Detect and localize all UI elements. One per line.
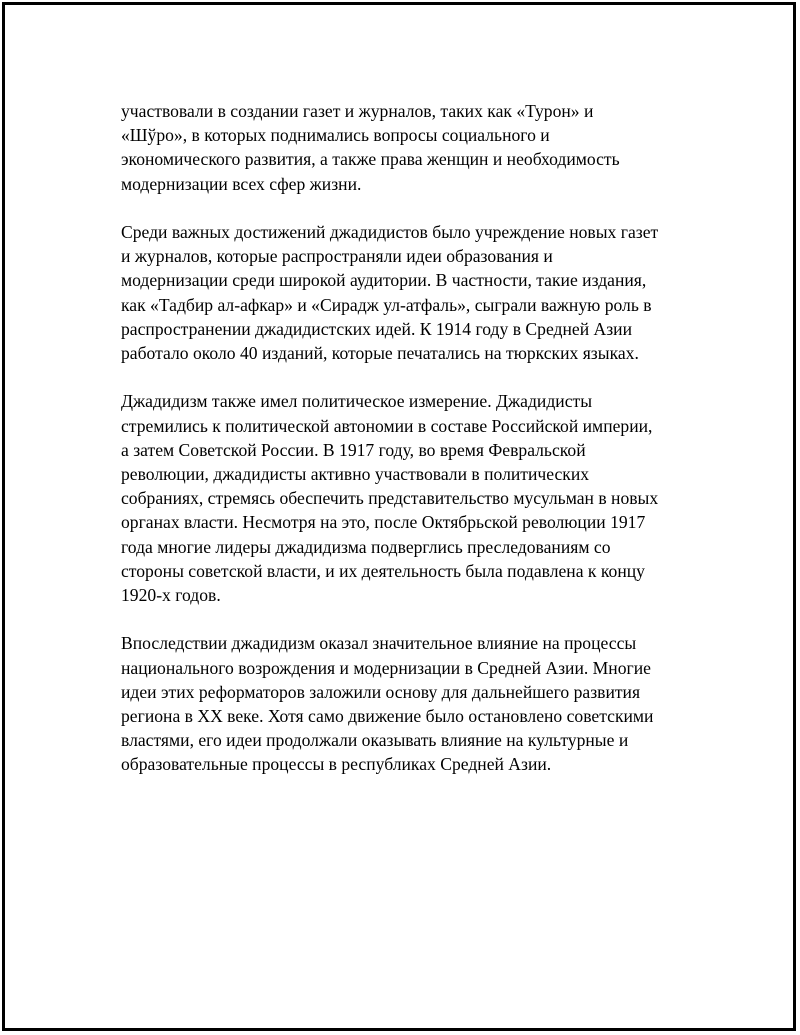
text-line: образовательные процессы в республиках Средней Азии. bbox=[121, 754, 552, 775]
text-line: собраниях, стремясь обеспечить представительство мусульман в новых bbox=[121, 488, 659, 509]
text-line: Среди важных достижений джадидистов было учреждение новых газет bbox=[121, 222, 659, 242]
paragraph bbox=[121, 220, 691, 365]
text-line: стремились к политической автономии в составе Российской империи, bbox=[121, 415, 653, 436]
text-line: революции, джадидисты активно участвовали в политических bbox=[121, 464, 590, 485]
text-line: экономического развития, а также права женщин и необходимость bbox=[121, 149, 620, 170]
text-line: модернизации среди широкой аудитории. В частности, такие издания, bbox=[121, 270, 647, 291]
text-line: и журналов, которые распространяли идеи образования и bbox=[121, 246, 553, 267]
text-line: как «Тадбир ал-афкар» и «Сирадж ул-атфаль», сыграли важную роль в bbox=[121, 294, 652, 315]
text-line: органах власти. Несмотря на это, после Октябрьской революции 1917 bbox=[121, 512, 646, 533]
text-line: распространении джадидистских идей. К 1914 году в Средней Азии bbox=[121, 318, 632, 339]
page-frame bbox=[2, 2, 796, 1031]
paragraph bbox=[121, 631, 691, 776]
text-line: национального возрождения и модернизации в Средней Азии. Многие bbox=[121, 657, 651, 678]
paragraph bbox=[121, 389, 691, 607]
text-line: 1920-х годов. bbox=[121, 585, 221, 606]
text-line: «Шўро», в которых поднимались вопросы социального и bbox=[121, 125, 550, 146]
text-line: а затем Советской России. В 1917 году, во время Февральской bbox=[121, 439, 586, 460]
page-content bbox=[121, 99, 691, 801]
text-line: участвовали в создании газет и журналов, таких как «Турон» и bbox=[121, 101, 594, 121]
text-line: властями, его идеи продолжали оказывать влияние на культурные и bbox=[121, 730, 629, 751]
text-line: стороны советской власти, и их деятельность была подавлена к концу bbox=[121, 560, 645, 581]
text-line: Джадидизм также имел политическое измерение. Джадидисты bbox=[121, 391, 593, 412]
paragraph bbox=[121, 99, 691, 196]
text-line: работало около 40 изданий, которые печатались на тюркских языках. bbox=[121, 343, 639, 364]
text-line: года многие лидеры джадидизма подверглись преследованиям со bbox=[121, 536, 611, 557]
text-line: Впоследствии джадидизм оказал значительное влияние на процессы bbox=[121, 633, 637, 654]
text-line: модернизации всех сфер жизни. bbox=[121, 173, 362, 194]
text-line: региона в XX веке. Хотя само движение было остановлено советскими bbox=[121, 706, 654, 727]
text-line: идеи этих реформаторов заложили основу для дальнейшего развития bbox=[121, 681, 641, 702]
